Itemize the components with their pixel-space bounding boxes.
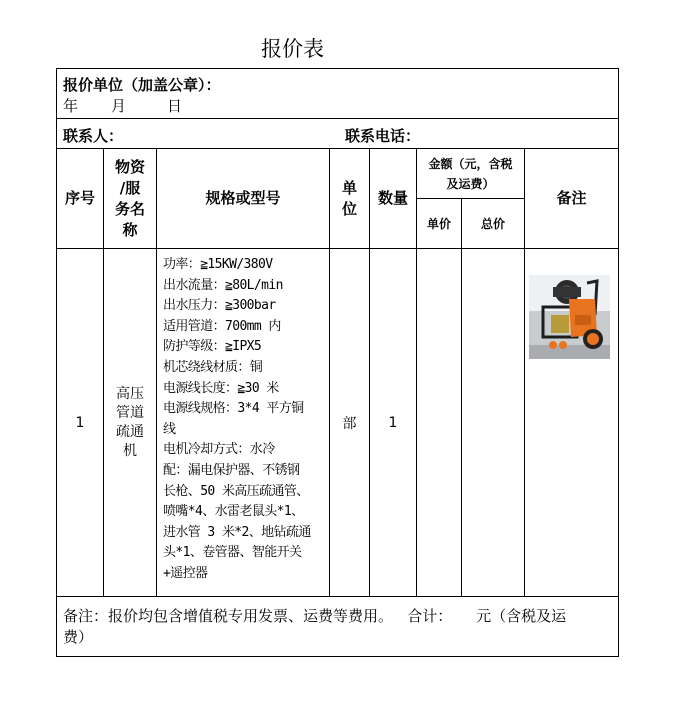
date-day: 日 (167, 97, 183, 115)
spec-line: 适用管道：700mm 内 (163, 318, 281, 334)
date-year: 年 (63, 97, 79, 115)
spec-line: 功率：≧15KW/380V (163, 257, 273, 272)
divider (56, 118, 619, 119)
spec-line: 配：漏电保护器、不锈钢 (163, 462, 300, 478)
footer-note-cont: 费） (63, 628, 94, 646)
row-item-name-line: 机 (123, 442, 137, 459)
col-header-amount-line: 金额（元，含税 (428, 156, 513, 171)
col-header-item-name-line: /服 (119, 178, 141, 197)
row-seq-value: 1 (75, 414, 85, 431)
col-header-unit (330, 149, 369, 248)
row-spec (163, 255, 327, 585)
col-header-amount-group (417, 149, 524, 198)
col-header-remark-label: 备注 (556, 189, 587, 207)
row-unit-value: 部 (342, 415, 357, 432)
pressure-washer-icon (529, 275, 610, 359)
col-header-item-name (104, 149, 156, 248)
spec-line: 进水管 3 米*2、地钻疏通 (163, 524, 311, 540)
spec-line: 机芯绕线材质：铜 (163, 359, 263, 375)
row-item-name-line: 疏通 (116, 423, 144, 440)
spec-line: 出水流量：≧80L/min (163, 277, 283, 293)
row-item-name-line: 高压 (116, 385, 144, 402)
col-header-unit-line: 单 (341, 178, 357, 197)
col-header-item-name-line: 务名 (114, 199, 145, 218)
col-header-seq-label: 序号 (64, 189, 95, 207)
spec-line: 电机冷却方式：水冷 (163, 442, 275, 458)
row-total-price[interactable] (462, 249, 524, 596)
divider (56, 596, 619, 597)
spec-line: 长枪、50 米高压疏通管、 (163, 483, 309, 499)
row-item-name (104, 249, 156, 596)
col-header-qty-label: 数量 (377, 189, 408, 207)
col-header-spec-label: 规格或型号 (205, 189, 281, 207)
col-header-item-name-line: 物资 (114, 157, 145, 176)
quote-unit-label: 报价单位（加盖公章）： (63, 76, 221, 94)
row-unit (330, 249, 369, 596)
row-seq (57, 249, 103, 596)
col-header-unit-price-label: 单价 (426, 217, 451, 231)
col-header-amount-line: 及运费） (446, 176, 495, 191)
page-title: 报价表 (261, 37, 324, 61)
spec-line: 防护等级：≧IPX5 (163, 339, 262, 355)
row-qty (370, 249, 416, 596)
contact-label: 联系人： (63, 127, 124, 145)
date-month: 月 (111, 97, 127, 115)
col-header-unit-line: 位 (341, 199, 357, 218)
spec-line: +遥控器 (163, 565, 208, 581)
footer-note: 备注：报价均包含增值税专用发票、运费等费用。 合计： 元（含税及运 (63, 607, 567, 625)
col-header-unit-price (417, 199, 461, 248)
spec-line: 头*1、卷管器、智能开关 (163, 545, 302, 561)
spec-line: 电源线长度：≧30 米 (163, 380, 279, 396)
phone-label: 联系电话： (345, 127, 421, 145)
row-qty-value: 1 (388, 414, 398, 431)
col-header-remark (525, 149, 618, 248)
spec-line: 出水压力：≧300bar (163, 298, 276, 314)
col-header-seq (57, 149, 103, 248)
spec-line: 电源线规格：3*4 平方铜 (163, 401, 304, 417)
row-item-name-line: 管道 (116, 404, 144, 421)
col-header-total-price-label: 总价 (480, 217, 505, 231)
row-unit-price[interactable] (417, 249, 461, 596)
col-header-item-name-line: 称 (122, 220, 138, 239)
spec-line: 线 (163, 421, 176, 437)
col-header-spec (157, 149, 329, 248)
col-header-total-price (462, 199, 524, 248)
col-header-qty (370, 149, 416, 248)
product-image (529, 275, 610, 359)
spec-line: 喷嘴*4、水雷老鼠头*1、 (163, 504, 304, 520)
